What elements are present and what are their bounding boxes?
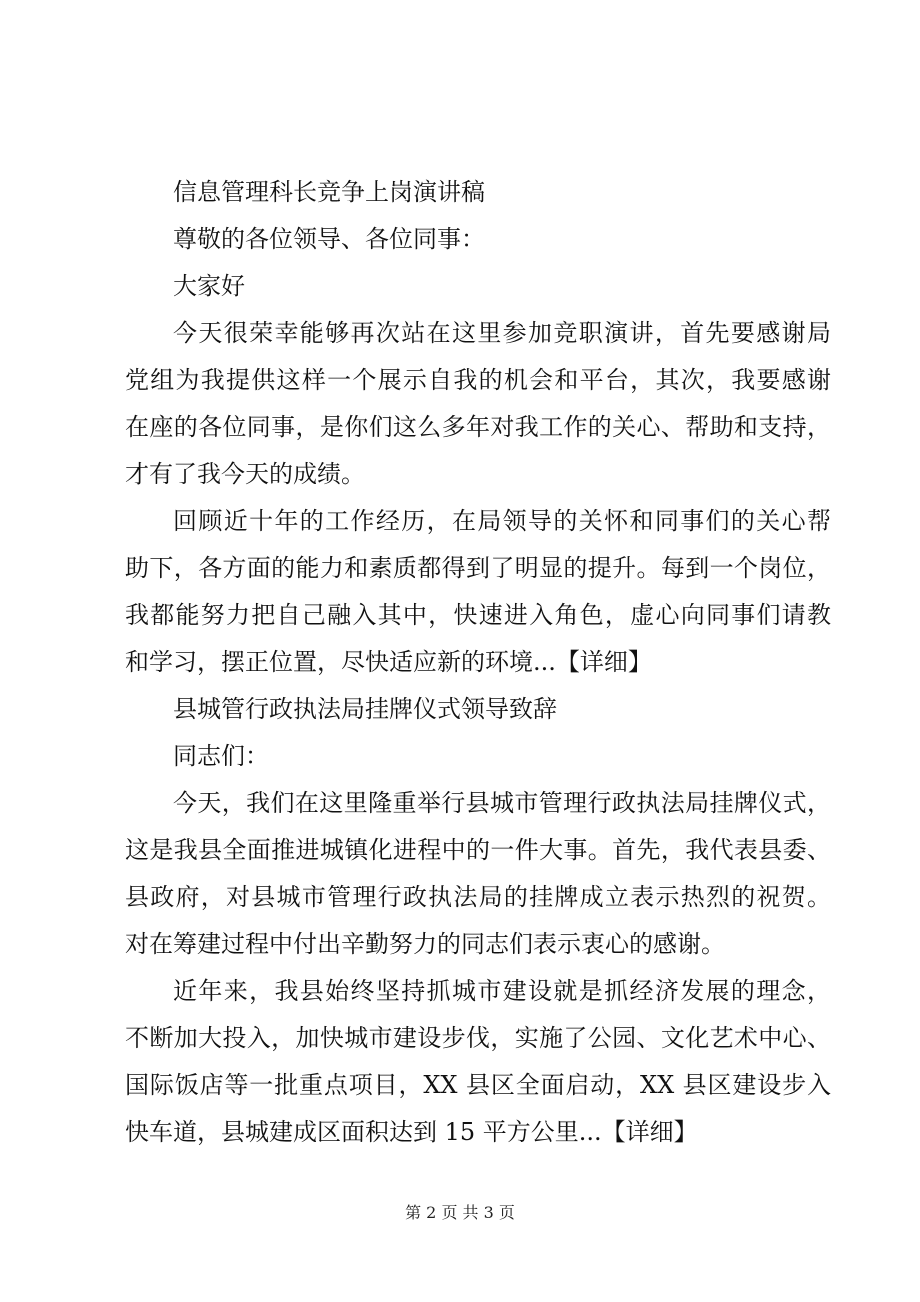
paragraph-line: 国际饭店等一批重点项目，XX 县区全面启动，XX 县区建设步入 xyxy=(125,1071,831,1099)
paragraph-line: 今天，我们在这里隆重举行县城市管理行政执法局挂牌仪式， xyxy=(173,789,831,817)
paragraph-line: 助下，各方面的能力和素质都得到了明显的提升。每到一个岗位， xyxy=(125,554,831,582)
paragraph-line: 对在筹建过程中付出辛勤努力的同志们表示衷心的感谢。 xyxy=(125,930,725,958)
paragraph-line-with-detail-link[interactable]: 和学习，摆正位置，尽快适应新的环境...【详细】 xyxy=(125,648,652,676)
paragraph xyxy=(125,313,831,494)
page-footer: 第 2 页 共 3 页 xyxy=(405,1203,515,1222)
paragraph xyxy=(125,971,831,1152)
paragraph-line: 党组为我提供这样一个展示自我的机会和平台，其次，我要感谢 xyxy=(125,366,831,394)
paragraph xyxy=(125,501,831,682)
paragraph-line: 今天很荣幸能够再次站在这里参加竞职演讲，首先要感谢局 xyxy=(173,319,831,347)
salutation: 同志们： xyxy=(173,742,269,770)
paragraph xyxy=(125,783,831,964)
paragraph-line: 我都能努力把自己融入其中，快速进入角色，虚心向同事们请教 xyxy=(125,601,831,629)
article-title: 信息管理科长竞争上岗演讲稿 xyxy=(173,178,485,206)
paragraph-line: 不断加大投入，加快城市建设步伐，实施了公园、文化艺术中心、 xyxy=(125,1024,831,1052)
paragraph-line: 回顾近十年的工作经历，在局领导的关怀和同事们的关心帮 xyxy=(173,507,831,535)
paragraph-line: 近年来，我县始终坚持抓城市建设就是抓经济发展的理念， xyxy=(173,977,831,1005)
paragraph-line-with-detail-link[interactable]: 快车道，县城建成区面积达到 15 平方公里...【详细】 xyxy=(125,1118,698,1146)
paragraph-line: 才有了我今天的成绩。 xyxy=(125,460,365,488)
paragraph-line: 县政府，对县城市管理行政执法局的挂牌成立表示热烈的祝贺。 xyxy=(125,883,831,911)
paragraph-line: 在座的各位同事，是你们这么多年对我工作的关心、帮助和支持， xyxy=(125,413,831,441)
salutation: 尊敬的各位领导、各位同事： xyxy=(173,225,485,253)
document-body xyxy=(125,172,831,1159)
greeting: 大家好 xyxy=(173,272,245,300)
article-title: 县城管行政执法局挂牌仪式领导致辞 xyxy=(173,695,557,723)
paragraph-line: 这是我县全面推进城镇化进程中的一件大事。首先，我代表县委、 xyxy=(125,836,831,864)
